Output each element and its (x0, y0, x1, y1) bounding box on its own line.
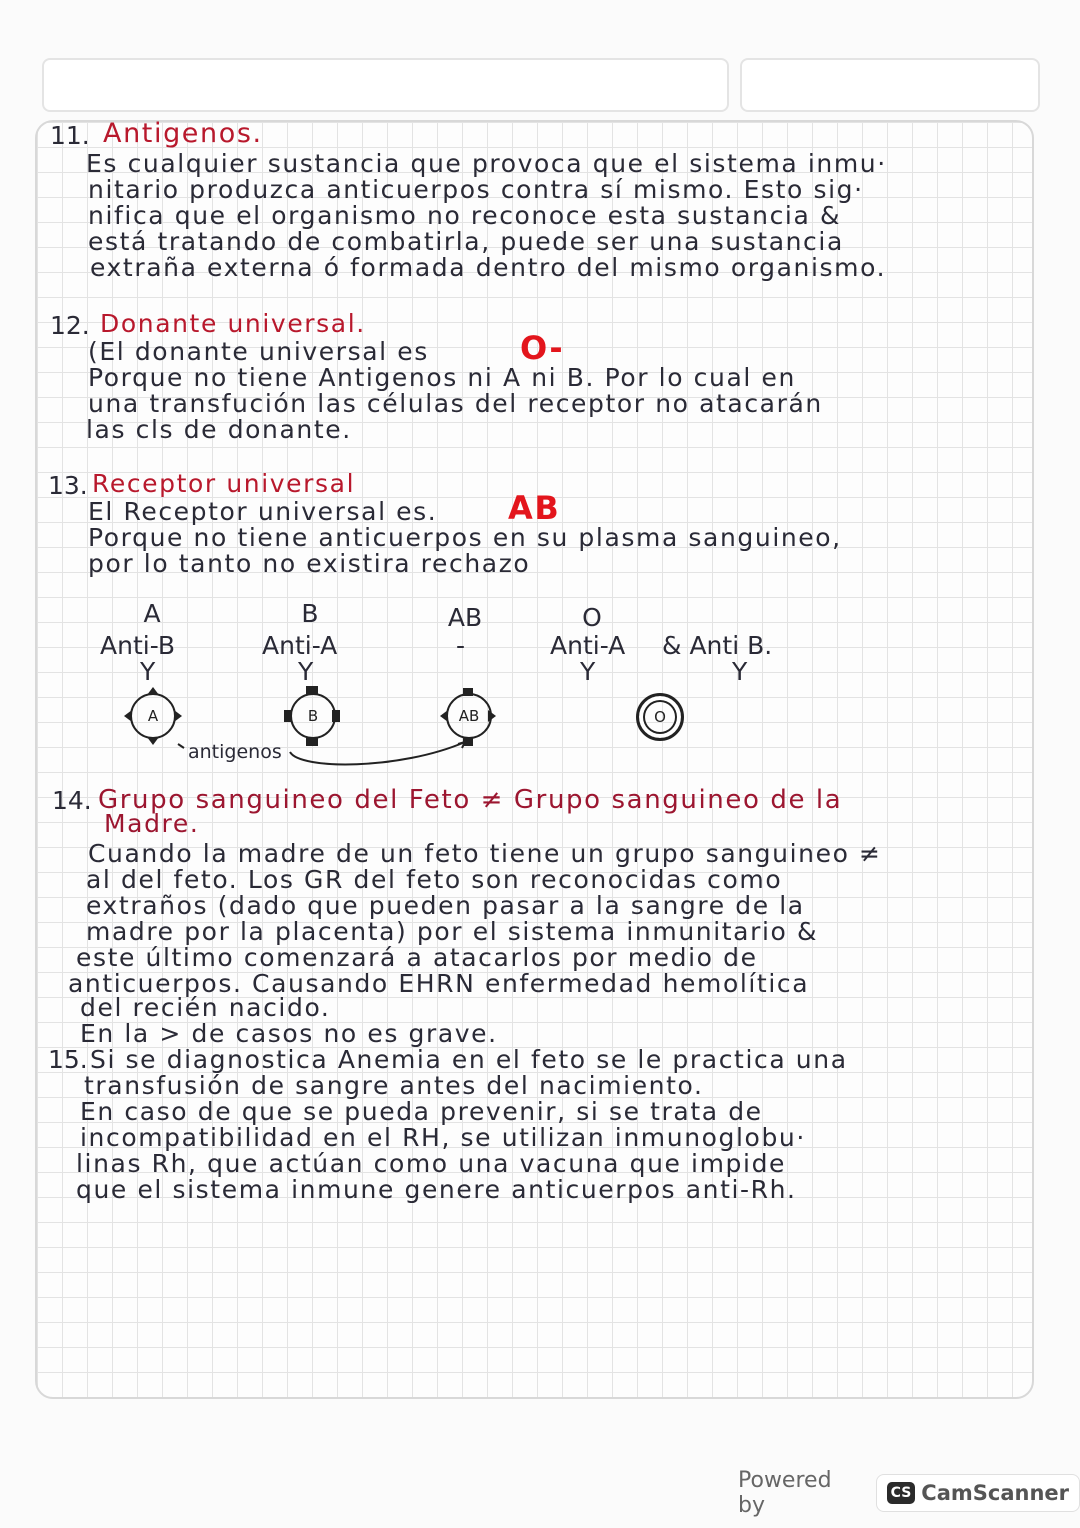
red-cell-b-icon (290, 693, 336, 739)
text-line: transfusión de sangre antes del nacimiento. (84, 1071, 704, 1100)
blood-type-ab: AB (447, 603, 483, 632)
text-line: este último comenzará a atacarlos por medio de (76, 943, 758, 972)
red-cell-ab-icon (446, 693, 492, 739)
antigen-label: antigenos (188, 741, 282, 763)
antibody-icon: Y (140, 657, 156, 686)
text-line: linas Rh, que actúan como una vacuna que impide (76, 1149, 787, 1178)
universal-receptor-answer: AB (508, 489, 561, 527)
text-line: las cls de donante. (86, 415, 352, 444)
section-13-number: 13. (48, 471, 88, 500)
text-line: incompatibilidad en el RH, se utilizan inmunoglobu· (80, 1123, 806, 1152)
text-line: nifica que el organismo no reconoce esta sustancia & (88, 201, 842, 230)
antibody-icon: Y (732, 657, 748, 686)
blood-type-b: B (301, 599, 319, 628)
section-12-title: Donante universal. (100, 309, 366, 338)
section-14-title: Grupo sanguineo del Feto ≠ Grupo sanguineo de la (98, 785, 843, 815)
text-line: por lo tanto no existira rechazo (88, 549, 531, 578)
text-line: Si se diagnostica Anemia en el feto se le practica una (90, 1045, 848, 1074)
text-line: nitario produzca anticuerpos contra sí mismo. Esto sig· (88, 175, 864, 204)
section-14-number: 14. (52, 786, 92, 815)
antibody-icon: Y (298, 657, 314, 686)
powered-by-text: Powered by (738, 1468, 832, 1518)
text-line: El Receptor universal es. (88, 497, 438, 526)
section-11-number: 11. (50, 121, 90, 150)
text-line: que el sistema inmune genere anticuerpos anti-Rh. (76, 1175, 797, 1204)
antibody-label-ab: - (456, 631, 466, 660)
cell-label: A (147, 707, 159, 725)
camscanner-watermark (738, 1468, 1080, 1518)
camscanner-badge (876, 1474, 1080, 1512)
antibody-label-o: Anti-A (550, 631, 626, 660)
text-line: extraños (dado que pueden pasar a la sangre de la (86, 891, 805, 920)
text-line: Cuando la madre de un feto tiene un grupo sanguineo ≠ (88, 839, 882, 868)
text-line: En la > de casos no es grave. (80, 1019, 498, 1048)
text-line: Porque no tiene Antigenos ni A ni B. Por lo cual en (88, 363, 796, 392)
text-line: madre por la placenta) por el sistema inmunitario & (86, 917, 819, 946)
cell-label: B (307, 707, 319, 725)
cell-label: O (654, 708, 666, 726)
text-line: al del feto. Los GR del feto son reconocidas como (86, 865, 783, 894)
text-line: En caso de que se pueda prevenir, si se trata de (80, 1097, 763, 1126)
blood-type-o: O (582, 603, 602, 632)
section-14-title-cont: Madre. (104, 809, 200, 838)
text-line: Es cualquier sustancia que provoca que el sistema inmu· (86, 149, 887, 178)
antibody-icon: Y (580, 657, 596, 686)
camscanner-logo-icon: CS (887, 1482, 916, 1504)
antibody-label-a: Anti-B (100, 631, 175, 660)
text-line: Porque no tiene anticuerpos en su plasma sanguineo, (88, 523, 842, 552)
universal-donor-answer: O- (520, 329, 565, 367)
text-line: una transfución las células del receptor no atacarán (88, 389, 823, 418)
antibody-label-b: Anti-A (262, 631, 338, 660)
header-box-right (740, 58, 1040, 112)
text-line: anticuerpos. Causando EHRN enfermedad hemolítica (68, 969, 810, 998)
section-11-title: Antigenos. (103, 118, 263, 149)
section-13-title: Receptor universal (92, 469, 356, 498)
blood-type-a: A (143, 599, 161, 628)
red-cell-a-icon (130, 693, 176, 739)
header-box-left (42, 58, 729, 112)
antibody-label-o-2: & Anti B. (662, 631, 773, 660)
text-line: (El donante universal es (88, 337, 429, 366)
section-15-number: 15. (48, 1045, 88, 1074)
red-cell-o-icon (636, 693, 684, 741)
section-12-number: 12. (50, 311, 90, 340)
cell-label: AB (458, 707, 480, 725)
text-line: del recién nacido. (80, 993, 331, 1022)
text-line: extraña externa ó formada dentro del mismo organismo. (90, 253, 887, 282)
text-line: está tratando de combatirla, puede ser una sustancia (88, 227, 844, 256)
camscanner-brand: CamScanner (921, 1481, 1069, 1505)
